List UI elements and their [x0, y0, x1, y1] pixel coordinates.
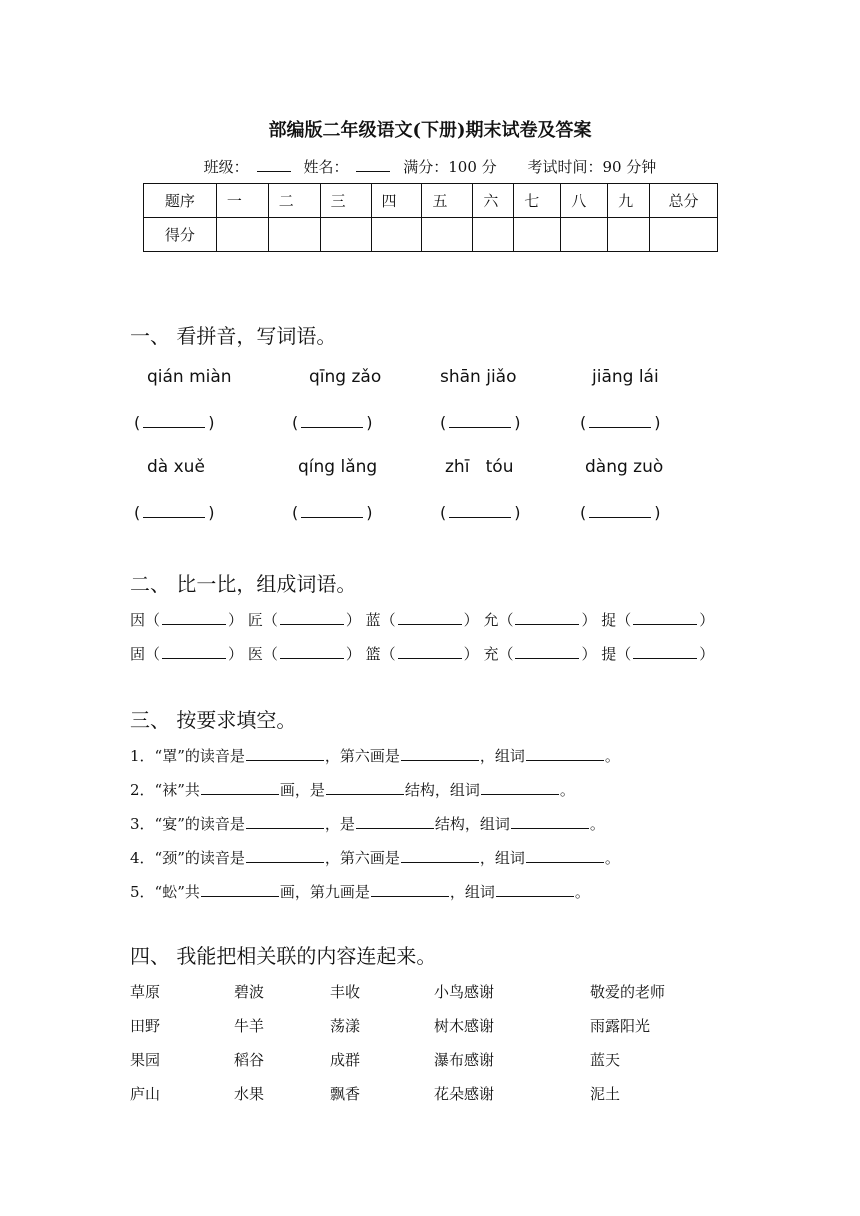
match-item[interactable]: 花朵感谢 — [434, 1085, 495, 1103]
character: 匠 — [247, 611, 263, 629]
question-text: ，组词 — [479, 747, 525, 765]
question-4 — [130, 847, 620, 868]
match-item[interactable]: 稻谷 — [234, 1051, 265, 1069]
pinyin-item: qīng zǎo — [309, 367, 382, 387]
pinyin-item: qíng lǎng — [298, 457, 378, 477]
class-label: 班级： — [203, 158, 249, 176]
answer-line[interactable] — [201, 782, 279, 795]
score-table — [143, 183, 718, 252]
answer-blank[interactable]: ( ) — [580, 503, 661, 522]
question-text: 。 — [589, 815, 605, 833]
answer-line[interactable] — [526, 748, 604, 761]
question-text: 3．“宴”的读音是 — [130, 815, 245, 833]
match-item[interactable]: 敬爱的老师 — [590, 983, 666, 1001]
score-cell[interactable] — [608, 218, 650, 252]
question-3 — [130, 813, 605, 834]
match-item[interactable]: 瀑布感谢 — [434, 1051, 495, 1069]
word-blank[interactable] — [398, 612, 462, 625]
question-text: 。 — [604, 849, 620, 867]
score-cell[interactable] — [216, 218, 268, 252]
class-blank[interactable] — [257, 159, 291, 172]
question-text: ，是 — [324, 815, 355, 833]
question-text: 2．“袜”共 — [130, 781, 200, 799]
pinyin-item: jiāng lái — [592, 367, 659, 387]
score-cell[interactable] — [473, 218, 514, 252]
match-item[interactable]: 牛羊 — [234, 1017, 265, 1035]
score-cell[interactable] — [514, 218, 561, 252]
header-cell: 六 — [473, 184, 514, 218]
match-item[interactable]: 蓝天 — [590, 1051, 621, 1069]
pinyin-item: dà xuě — [147, 457, 205, 477]
character: 因 — [130, 611, 146, 629]
question-text: 画，是 — [279, 781, 325, 799]
score-cell[interactable] — [561, 218, 608, 252]
answer-line[interactable] — [246, 816, 324, 829]
match-item[interactable]: 雨露阳光 — [590, 1017, 651, 1035]
answer-line[interactable] — [496, 884, 574, 897]
pinyin-item: zhī tóu — [445, 457, 514, 477]
score-cell[interactable] — [422, 218, 473, 252]
question-text: 1．“罩”的读音是 — [130, 747, 245, 765]
question-text: ，第六画是 — [324, 849, 400, 867]
answer-line[interactable] — [401, 850, 479, 863]
word-blank[interactable] — [515, 612, 579, 625]
answer-blank[interactable]: ( ) — [292, 503, 373, 522]
character: 医 — [247, 645, 263, 663]
question-text: 。 — [574, 883, 590, 901]
name-label: 姓名： — [303, 158, 349, 176]
match-item[interactable]: 荡漾 — [330, 1017, 361, 1035]
question-text: 。 — [559, 781, 575, 799]
question-text: ，第六画是 — [324, 747, 400, 765]
character: 篮 — [365, 645, 381, 663]
section-3-title: 三、 按要求填空。 — [130, 708, 297, 732]
question-5 — [130, 881, 590, 902]
question-2 — [130, 779, 575, 800]
answer-blank[interactable]: ( ) — [134, 503, 215, 522]
answer-line[interactable] — [246, 850, 324, 863]
match-item[interactable]: 泥土 — [590, 1085, 621, 1103]
section-1-title: 一、 看拼音，写词语。 — [130, 324, 337, 348]
pinyin-item: shān jiǎo — [440, 367, 517, 387]
question-text: 结构，组词 — [434, 815, 510, 833]
pinyin-item: qián miàn — [147, 367, 232, 387]
answer-blank[interactable]: ( ) — [440, 413, 521, 432]
match-item[interactable]: 飘香 — [330, 1085, 361, 1103]
character: 允 — [483, 611, 499, 629]
word-blank[interactable] — [280, 612, 344, 625]
header-cell: 总分 — [650, 184, 718, 218]
section-2-title: 二、 比一比，组成词语。 — [130, 572, 357, 596]
character: 固 — [130, 645, 146, 663]
score-row-label: 得分 — [144, 218, 217, 252]
compare-row-2: 固（ ） 医（ ） 篮（ ） 充（ ） 提（ ） — [130, 645, 715, 663]
page-title: 部编版二年级语文(下册)期末试卷及答案 — [268, 120, 592, 141]
score-cell[interactable] — [371, 218, 422, 252]
answer-blank[interactable]: ( ) — [440, 503, 521, 522]
score-cell[interactable] — [268, 218, 320, 252]
match-item[interactable]: 成群 — [330, 1051, 361, 1069]
match-item[interactable]: 庐山 — [130, 1085, 161, 1103]
match-item[interactable]: 树木感谢 — [434, 1017, 495, 1035]
word-blank[interactable] — [515, 646, 579, 659]
answer-line[interactable] — [246, 748, 324, 761]
answer-line[interactable] — [481, 782, 559, 795]
answer-line[interactable] — [326, 782, 404, 795]
header-cell: 题序 — [144, 184, 217, 218]
question-text: 画，第九画是 — [279, 883, 370, 901]
exam-info — [0, 156, 860, 177]
score-table-header-row — [144, 184, 718, 218]
compare-row-1: 因（ ） 匠（ ） 蓝（ ） 允（ ） 捉（ ） — [130, 611, 715, 629]
header-cell: 二 — [268, 184, 320, 218]
score-cell[interactable] — [650, 218, 718, 252]
question-text: 4．“颈”的读音是 — [130, 849, 245, 867]
match-item[interactable]: 碧波 — [234, 983, 265, 1001]
answer-line[interactable] — [401, 748, 479, 761]
answer-line[interactable] — [511, 816, 589, 829]
word-blank[interactable] — [280, 646, 344, 659]
character: 蓝 — [365, 611, 381, 629]
word-blank[interactable] — [162, 612, 226, 625]
match-item[interactable]: 丰收 — [330, 983, 361, 1001]
word-blank[interactable] — [633, 646, 697, 659]
word-blank[interactable] — [633, 612, 697, 625]
match-item[interactable]: 果园 — [130, 1051, 161, 1069]
exam-time: 考试时间：90 分钟 — [527, 158, 657, 176]
question-1 — [130, 745, 620, 766]
question-text: 结构，组词 — [404, 781, 480, 799]
header-cell: 八 — [561, 184, 608, 218]
answer-line[interactable] — [201, 884, 279, 897]
header-cell: 七 — [514, 184, 561, 218]
match-item[interactable]: 水果 — [234, 1085, 265, 1103]
header-cell: 四 — [371, 184, 422, 218]
answer-line[interactable] — [526, 850, 604, 863]
name-blank[interactable] — [356, 159, 390, 172]
word-blank[interactable] — [162, 646, 226, 659]
score-table-score-row — [144, 218, 718, 252]
question-text: 5．“蚣”共 — [130, 883, 200, 901]
character: 捉 — [601, 611, 617, 629]
header-cell: 五 — [422, 184, 473, 218]
header-cell: 九 — [608, 184, 650, 218]
answer-line[interactable] — [371, 884, 449, 897]
pinyin-item: dàng zuò — [585, 457, 664, 477]
question-text: ，组词 — [449, 883, 495, 901]
character: 充 — [483, 645, 499, 663]
question-text: 。 — [604, 747, 620, 765]
match-item[interactable]: 小鸟感谢 — [434, 983, 495, 1001]
score-cell[interactable] — [320, 218, 371, 252]
answer-line[interactable] — [356, 816, 434, 829]
character: 提 — [601, 645, 617, 663]
question-text: ，组词 — [479, 849, 525, 867]
answer-blank[interactable]: ( ) — [292, 413, 373, 432]
answer-blank[interactable]: ( ) — [580, 413, 661, 432]
full-score: 满分：100 分 — [403, 158, 497, 176]
section-4-title: 四、 我能把相关联的内容连起来。 — [130, 944, 437, 968]
answer-blank[interactable]: ( ) — [134, 413, 215, 432]
header-cell: 三 — [320, 184, 371, 218]
word-blank[interactable] — [398, 646, 462, 659]
header-cell: 一 — [216, 184, 268, 218]
match-item[interactable]: 草原 — [130, 983, 161, 1001]
match-item[interactable]: 田野 — [130, 1017, 161, 1035]
